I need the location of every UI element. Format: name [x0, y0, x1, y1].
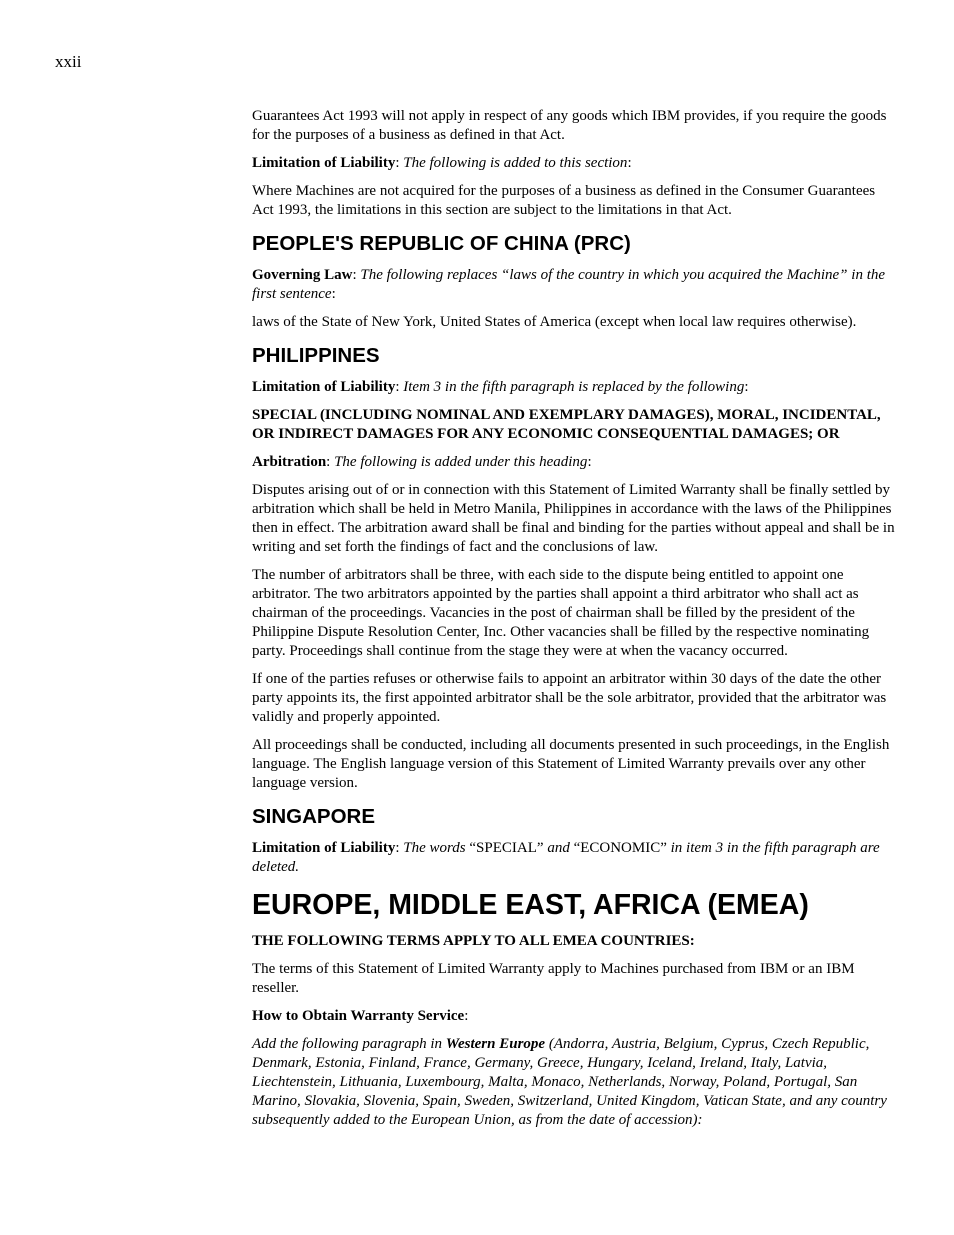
singapore-liability-label: Limitation of Liability — [252, 840, 396, 856]
philippines-heading: PHILIPPINES — [252, 344, 380, 367]
emea-warranty-service-label: How to Obtain Warranty Service — [252, 1008, 465, 1024]
philippines-arbitration-label: Arbitration — [252, 454, 327, 470]
nz-liability-lead: Limitation of Liability: The following is added to this section: — [252, 155, 632, 171]
prc-governing-label: Governing Law — [252, 267, 353, 283]
prc-heading: PEOPLE'S REPUBLIC OF CHINA (PRC) — [252, 232, 631, 255]
philippines-arbitration-paragraph-2: The number of arbitrators shall be three, with each side to the dispute being entitled to appoint one arbitrator. The two arbitrators appointed by the parties shall appoint a third arbitrator who shall act as chairman of the proceedings. Vacancies in the post of chairman shall be filled by the president of the Philippine Dispute Resolution Center, Inc. Other vacancies shall be filled by the respective nominating party. Proceedings shall continue from the stage they were at when the vacancy occurred. — [252, 567, 870, 659]
singapore-heading: SINGAPORE — [252, 805, 376, 828]
nz-liability-label: Limitation of Liability — [252, 155, 396, 171]
philippines-liability-lead-text: Item 3 in the fifth paragraph is replaced by the following — [403, 379, 745, 395]
philippines-liability-caps: SPECIAL (INCLUDING NOMINAL AND EXEMPLARY DAMAGES), MORAL, INCIDENTAL, OR INDIRECT DAMAGES FOR ANY ECONOMIC CONSEQUENTIAL DAMAGES; OR — [252, 407, 881, 442]
emea-heading: EUROPE, MIDDLE EAST, AFRICA (EMEA) — [252, 889, 809, 921]
prc-governing-lead-text: The following replaces “laws of the country in which you acquired the Machine” in the first sentence — [252, 267, 886, 302]
philippines-arbitration-lead: Arbitration: The following is added under this heading: — [252, 454, 592, 470]
emea-subheading: THE FOLLOWING TERMS APPLY TO ALL EMEA COUNTRIES: — [252, 933, 695, 949]
philippines-arbitration-lead-text: The following is added under this heading — [334, 454, 588, 470]
philippines-arbitration-paragraph-1: Disputes arising out of or in connection with this Statement of Limited Warranty shall be finally settled by arbitration which shall be held in Metro Manila, Philippines in accordance with the laws of the Philippines then in effect. The arbitration award shall be final and binding for the parties without appeal and shall be in writing and set forth the findings of fact and the conclusions of law. — [252, 482, 895, 555]
philippines-arbitration-paragraph-4: All proceedings shall be conducted, including all documents presented in such proceedings, in the English language. The English language version of this Statement of Limited Warranty prevails over any other language version. — [252, 737, 890, 791]
emea-western-europe-paragraph: Add the following paragraph in Western Europe (Andorra, Austria, Belgium, Cyprus, Czech Republic, Denmark, Estonia, Finland, France, Germany, Greece, Hungary, Iceland, Ireland, Italy, Latvia, Liechtenstein, Lithuania, Luxembourg, Malta, Monaco, Netherlands, Norway, Poland, Portugal, San Marino, Slovakia, Slovenia, Spain, Sweden, Switzerland, United Kingdom, Vatican State, and any country subsequently added to the European Union, as from the date of accession): — [252, 1036, 887, 1128]
nz-liability-lead-text: The following is added to this section — [403, 155, 628, 171]
emea-terms-paragraph: The terms of this Statement of Limited Warranty apply to Machines purchased from IBM or an IBM reseller. — [252, 961, 855, 996]
prc-governing-lead: Governing Law: The following replaces “laws of the country in which you acquired the Machine” in the first sentence: — [252, 267, 886, 302]
philippines-liability-label: Limitation of Liability — [252, 379, 396, 395]
singapore-liability-paragraph: Limitation of Liability: The words “SPECIAL” and “ECONOMIC” in item 3 in the fifth paragraph are deleted. — [252, 840, 880, 875]
document-body — [252, 107, 897, 1139]
nz-intro-paragraph: Guarantees Act 1993 will not apply in respect of any goods which IBM provides, if you require the goods for the purposes of a business as defined in that Act. — [252, 108, 887, 143]
nz-liability-paragraph: Where Machines are not acquired for the purposes of a business as defined in the Consumer Guarantees Act 1993, the limitations in this section are subject to the limitations in that Act. — [252, 183, 876, 218]
prc-governing-paragraph: laws of the State of New York, United States of America (except when local law requires otherwise). — [252, 314, 857, 330]
emea-warranty-service-lead: How to Obtain Warranty Service: — [252, 1008, 469, 1024]
philippines-arbitration-paragraph-3: If one of the parties refuses or otherwise fails to appoint an arbitrator within 30 days of the date the other party appoints its, the first appointed arbitrator shall be the sole arbitrator, provided that the arbitrator was validly and properly appointed. — [252, 671, 887, 725]
philippines-liability-lead: Limitation of Liability: Item 3 in the fifth paragraph is replaced by the following: — [252, 379, 749, 395]
page-number: xxii — [55, 52, 82, 71]
